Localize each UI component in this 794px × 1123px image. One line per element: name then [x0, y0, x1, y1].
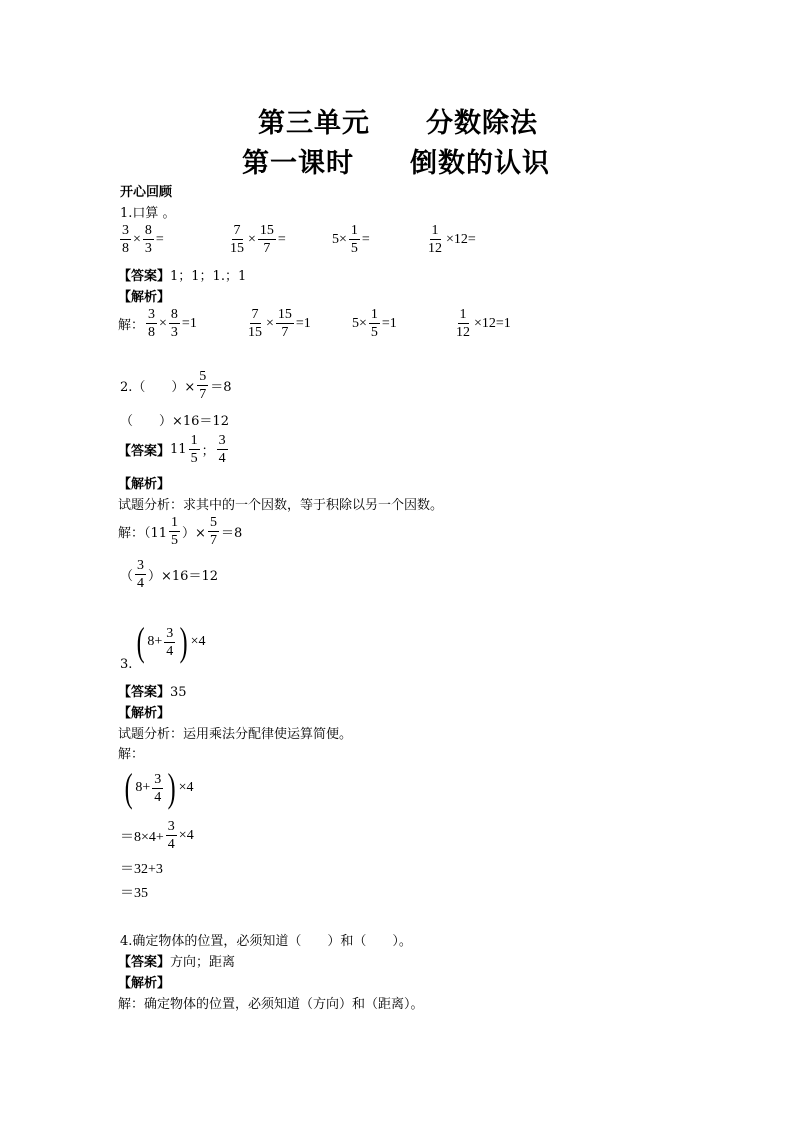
q1-solution-4: $\frac{1}{12}$ ×12=1	[456, 307, 511, 340]
section-heading: 开心回顾	[120, 185, 173, 200]
q3-step-2: ＝32+3	[120, 862, 163, 877]
q1-solution: 解： $\frac{3}{8}$ × $\frac{8}{3}$ =1	[118, 307, 197, 340]
q3-step-0: ( 8+ $\frac{3}{4}$ ) ×4	[124, 765, 194, 810]
q2-line2: （ ）×16＝12	[120, 414, 229, 429]
q4-analysis-label: 【解析】	[118, 976, 171, 991]
q3-step-3: ＝35	[120, 886, 148, 901]
q2-hint: 试题分析：求其中的一个因数，等于积除以另一个因数。	[118, 498, 444, 513]
q1-solution-2: $\frac{7}{15}$ × $\frac{15}{7}$ =1	[248, 307, 311, 340]
q2-solution-1: 解：（11 $\frac{1}{5}$ ）× $\frac{5}{7}$ ＝8	[118, 515, 243, 548]
q1-analysis-label: 【解析】	[118, 290, 171, 305]
q1-answer: 【答案】1；1；1.；1	[118, 269, 247, 284]
q4-solution: 解：确定物体的位置，必须知道（方向）和（距离）。	[118, 997, 424, 1012]
q3-answer: 【答案】35	[118, 685, 187, 700]
q1-item-2: $\frac{7}{15}$ × $\frac{15}{7}$ =	[230, 223, 286, 256]
q3-expression: ( 8+ $\frac{3}{4}$ ) ×4	[136, 619, 206, 664]
q1-item-4: $\frac{1}{12}$ ×12=	[428, 223, 476, 256]
q1-item-3: 5× $\frac{1}{5}$ =	[332, 223, 370, 256]
unit-title: 第三单元 分数除法	[258, 108, 538, 139]
q3-hint: 试题分析：运用乘法分配律使运算简便。	[118, 727, 353, 742]
q3-step-1: ＝8×4+ $\frac{3}{4}$ ×4	[120, 819, 194, 852]
q3-analysis-label: 【解析】	[118, 706, 171, 721]
q1-item-1: $\frac{3}{8}$ × $\frac{8}{3}$ =	[122, 223, 164, 256]
q4-question: 4.确定物体的位置，必须知道（ ）和（ ）。	[120, 934, 412, 949]
q1-solution-3: 5× $\frac{1}{5}$ =1	[352, 307, 397, 340]
q1-label: 1.口算 。	[120, 206, 176, 221]
q2-analysis-label: 【解析】	[118, 477, 171, 492]
q3-number: 3.	[120, 657, 133, 672]
q3-solution-label: 解：	[118, 747, 145, 762]
q2-solution-2: （ $\frac{3}{4}$ ）×16＝12	[120, 558, 218, 591]
q2-line1: 2.（ ）× $\frac{5}{7}$ ＝8	[120, 369, 232, 402]
q2-answer: 【答案】 11 $\frac{1}{5}$ ； $\frac{3}{4}$	[118, 433, 226, 466]
q4-answer: 【答案】方向；距离	[118, 955, 236, 970]
lesson-title: 第一课时 倒数的认识	[242, 148, 550, 179]
